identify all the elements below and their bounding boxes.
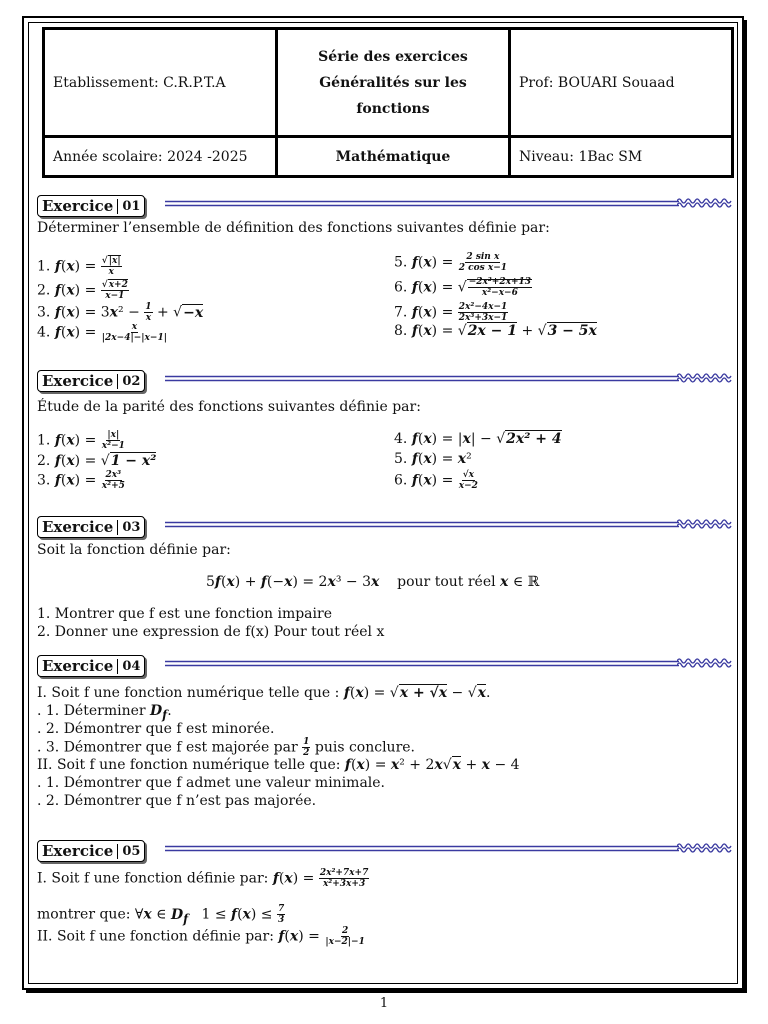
ex1-item-4: 4. f(x) = $\frac{x}{|2x-4|-|x-1|}$ bbox=[37, 322, 168, 343]
ex5-line-1-text: I. Soit f une fonction définie par: bbox=[37, 870, 269, 887]
ex4-line-6: . 1. Démontrer que f admet une valeur minimale. bbox=[37, 775, 386, 791]
ex4-line-1: I. Soit f une fonction numérique telle que : f(x) = √x + √x − √x. bbox=[37, 685, 491, 701]
exercise-badge bbox=[37, 195, 145, 217]
exercise-number: 02 bbox=[117, 374, 144, 389]
title-line-1: Série des exercices bbox=[318, 48, 468, 65]
ex4-line-4-text: . 3. Démontrer que f est majorée par bbox=[37, 739, 298, 756]
ex4-line-2: . 1. Déterminer $D_f$. bbox=[37, 703, 172, 722]
exercise-badge bbox=[37, 655, 145, 677]
exercise-header-03 bbox=[37, 516, 735, 538]
exercise-number: 04 bbox=[117, 659, 144, 674]
exercise-badge bbox=[37, 516, 145, 538]
title-line-2: Généralités sur les bbox=[319, 74, 467, 91]
ex3-intro: Soit la fonction définie par: bbox=[37, 542, 231, 558]
exercise-rule bbox=[165, 660, 679, 668]
ex2-item-6: 6. f(x) = $\frac{√x}{x-2}$ bbox=[394, 470, 478, 491]
ex5-line-3-text: II. Soit f une fonction définie par: bbox=[37, 928, 274, 945]
ex4-line-4-end: puis conclure. bbox=[314, 739, 415, 756]
exercise-label: Exercice bbox=[42, 372, 114, 390]
ex2-item-1: 1. f(x) = $\frac{|x|}{\text{x²−1}}$ bbox=[37, 430, 125, 451]
exercise-rule bbox=[165, 200, 679, 208]
exercise-label: Exercice bbox=[42, 842, 114, 860]
ex1-item-1: 1. f(x) = $\frac{√|x|}{x}$ bbox=[37, 256, 121, 277]
ex5-line-2: montrer que: ∀x ∈ $D_f$ 1 ≤ f(x) ≤ $\frac{7}{3}$ bbox=[37, 904, 285, 926]
ex1-item-5: 5. f(x) = $\frac{\text{2 sin x}}{\text{2 cos x−1}}$ bbox=[394, 252, 508, 273]
ex2-item-2: 2. f(x) = √1 − x² bbox=[37, 453, 157, 469]
exercise-number: 03 bbox=[117, 520, 144, 535]
exercise-rule bbox=[165, 375, 679, 383]
header-title bbox=[277, 29, 510, 137]
header-table bbox=[42, 27, 734, 178]
title-line-3: fonctions bbox=[356, 100, 430, 117]
ex2-item-5: 5. f(x) = x² bbox=[394, 451, 472, 467]
exercise-rule bbox=[165, 845, 679, 853]
ex1-intro: Déterminer l’ensemble de définition des fonctions suivantes définie par: bbox=[37, 220, 550, 236]
ex4-line-7: . 2. Démontrer que f n’est pas majorée. bbox=[37, 793, 317, 809]
ex1-item-3: 3. f(x) = 3x² − $\frac{1}{x}$ + √−x bbox=[37, 302, 204, 323]
exercise-header-01 bbox=[37, 195, 735, 217]
exercise-rule bbox=[165, 521, 679, 529]
header-niveau: Niveau: 1Bac SM bbox=[510, 137, 733, 177]
header-matiere: Mathématique bbox=[277, 137, 510, 177]
exercise-number: 05 bbox=[117, 844, 144, 859]
header-annee: Année scolaire: 2024 -2025 bbox=[44, 137, 277, 177]
ex1-item-6: 6. f(x) = √ $\frac{\text{−2x²+2x+13}}{\text{x²−x−6}}$ bbox=[394, 277, 532, 298]
frame-shadow-bottom bbox=[26, 990, 747, 993]
ex1-item-7: 7. f(x) = $\frac{\text{2x²−4x−1}}{\text{2x³+3x−1}}$ bbox=[394, 302, 508, 323]
exercise-label: Exercice bbox=[42, 197, 114, 215]
ex4-line-2-text: . 1. Déterminer bbox=[37, 703, 146, 719]
ex2-item-4: 4. f(x) = |x| − √2x² + 4 bbox=[394, 431, 562, 447]
exercise-badge bbox=[37, 840, 145, 862]
wave-ornament bbox=[677, 655, 735, 673]
ex5-line-3: II. Soit f une fonction définie par: f(x) = $\frac{2}{|x-2|-1}$ bbox=[37, 926, 365, 947]
header-etablissement: Etablissement: C.R.P.T.A bbox=[44, 29, 277, 137]
ex4-line-5-text: II. Soit f une fonction numérique telle que: bbox=[37, 757, 341, 773]
ex2-intro: Étude de la parité des fonctions suivantes définie par: bbox=[37, 399, 421, 415]
ex4-line-3: . 2. Démontrer que f est minorée. bbox=[37, 721, 275, 737]
header-prof: Prof: BOUARI Souaad bbox=[510, 29, 733, 137]
exercise-number: 01 bbox=[117, 199, 144, 214]
wave-ornament bbox=[677, 840, 735, 858]
ex4-line-5: II. Soit f une fonction numérique telle que: f(x) = x² + 2x√x + x − 4 bbox=[37, 757, 520, 773]
exercise-label: Exercice bbox=[42, 518, 114, 536]
ex5-line-2-text: montrer que: bbox=[37, 906, 131, 923]
ex3-q1: 1. Montrer que f est une fonction impaire bbox=[37, 606, 332, 622]
ex3-q2: 2. Donner une expression de f(x) Pour tout réel x bbox=[37, 624, 385, 640]
exercise-badge bbox=[37, 370, 145, 392]
exercise-label: Exercice bbox=[42, 657, 114, 675]
page-number: 1 bbox=[379, 996, 389, 1011]
ex1-item-8: 8. f(x) = √2x − 1 + √3 − 5x bbox=[394, 323, 597, 339]
wave-ornament bbox=[677, 195, 735, 213]
wave-ornament bbox=[677, 370, 735, 388]
frame-shadow-right bbox=[744, 20, 747, 992]
ex3-equation: 5f(x) + f(−x) = 2x³ − 3x pour tout réel x ∈ ℝ bbox=[206, 574, 540, 590]
exercise-header-02 bbox=[37, 370, 735, 392]
ex4-line-4: . 3. Démontrer que f est majorée par $\frac{1}{2}$ puis conclure. bbox=[37, 737, 415, 758]
exercise-header-04 bbox=[37, 655, 735, 677]
ex5-line-1: I. Soit f une fonction définie par: f(x) = $\frac{\text{2x²+7x+7}}{\text{x²+3x+3}}$ bbox=[37, 868, 369, 889]
wave-ornament bbox=[677, 516, 735, 534]
ex1-item-2: 2. f(x) = $\frac{√x+2}{x-1}$ bbox=[37, 280, 128, 301]
ex2-item-3: 3. f(x) = $\frac{\text{2x³}}{\text{x²+5}}$ bbox=[37, 470, 125, 491]
exercise-header-05 bbox=[37, 840, 735, 862]
ex4-line-1-text: I. Soit f une fonction numérique telle que : bbox=[37, 685, 340, 701]
